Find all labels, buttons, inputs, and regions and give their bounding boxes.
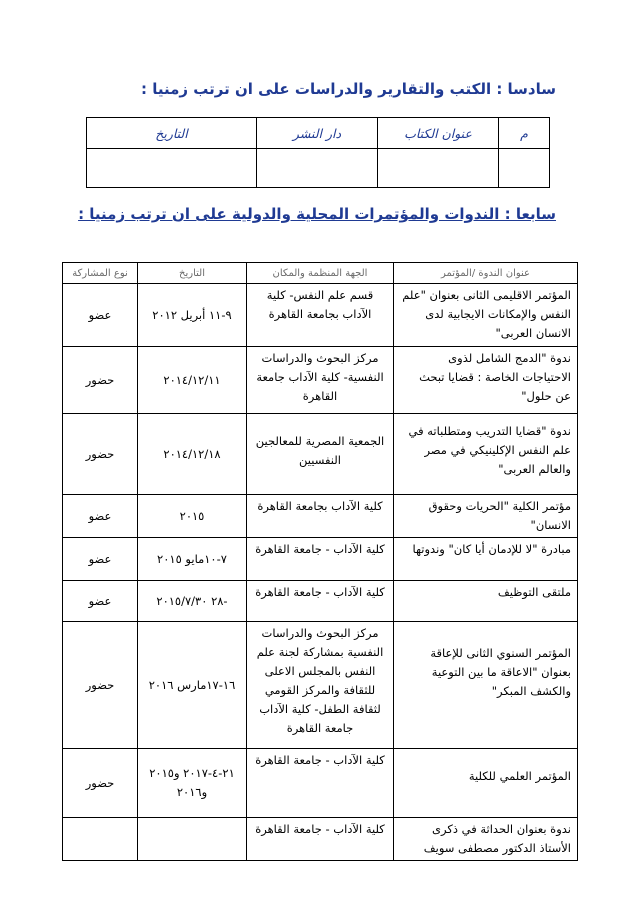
event-date: ٢٠١٤/١٢/١١ <box>138 347 247 414</box>
event-participation: حضور <box>63 347 138 414</box>
books-table <box>86 117 550 188</box>
event-organizer: قسم علم النفس- كلية الآداب بجامعة القاهرة <box>247 284 394 347</box>
event-title: مبادرة "لا للإدمان أيا كان" وندوتها <box>394 538 578 581</box>
events-table <box>62 262 578 861</box>
event-participation: عضو <box>63 284 138 347</box>
event-participation: حضور <box>63 749 138 818</box>
event-organizer: كلية الآداب - جامعة القاهرة <box>247 818 394 861</box>
event-date: ٩-١١ أبريل ٢٠١٢ <box>138 284 247 347</box>
events-header-row <box>63 263 578 284</box>
col-event-title-header: عنوان الندوة /المؤتمر <box>394 263 578 284</box>
table-row <box>63 284 578 347</box>
event-title: ندوة بعنوان الحداثة في ذكرى الأستاذ الدكتور مصطفى سويف <box>394 818 578 861</box>
event-title: المؤتمر العلمي للكلية <box>394 749 578 818</box>
event-date: ١٦-١٧مارس ٢٠١٦ <box>138 622 247 749</box>
event-title: ندوة "الدمج الشامل لذوى الاحتياجات الخاصة : قضايا تبحث عن حلول" <box>394 347 578 414</box>
event-date <box>138 818 247 861</box>
event-date: ٢٠١٤/١٢/١٨ <box>138 414 247 495</box>
books-empty-row <box>87 149 550 188</box>
event-participation: عضو <box>63 581 138 622</box>
col-organizer-header: الجهة المنظمة والمكان <box>247 263 394 284</box>
table-row <box>63 581 578 622</box>
col-publisher-header: دار النشر <box>257 118 378 149</box>
empty-cell <box>499 149 550 188</box>
event-participation: حضور <box>63 622 138 749</box>
event-participation: حضور <box>63 414 138 495</box>
event-organizer: كلية الآداب - جامعة القاهرة <box>247 749 394 818</box>
col-book-title-header: عنوان الكتاب <box>378 118 499 149</box>
col-date-header: التاريخ <box>87 118 257 149</box>
event-organizer: مركز البحوث والدراسات النفسية بمشاركة لجنة علم النفس بالمجلس الاعلى للثقافة والمركز القومي لثقافة الطفل- كلية الآداب جامعة القاهرة <box>247 622 394 749</box>
event-organizer: كلية الآداب - جامعة القاهرة <box>247 581 394 622</box>
event-participation: عضو <box>63 495 138 538</box>
event-organizer: مركز البحوث والدراسات النفسية- كلية الآداب جامعة القاهرة <box>247 347 394 414</box>
section-6-heading: سادسا : الكتب والتقارير والدراسات على ان ترتب زمنيا : <box>141 80 556 98</box>
table-row <box>63 749 578 818</box>
event-organizer: كلية الآداب بجامعة القاهرة <box>247 495 394 538</box>
books-header-row <box>87 118 550 149</box>
event-organizer: كلية الآداب - جامعة القاهرة <box>247 538 394 581</box>
event-title: ملتقى التوظيف <box>394 581 578 622</box>
event-date: ٧-١٠مايو ٢٠١٥ <box>138 538 247 581</box>
event-date: ٢٠١٥ <box>138 495 247 538</box>
empty-cell <box>87 149 257 188</box>
table-row <box>63 538 578 581</box>
col-date-header: التاريخ <box>138 263 247 284</box>
event-organizer: الجمعية المصرية للمعالجين النفسيين <box>247 414 394 495</box>
event-title: مؤتمر الكلية "الحريات وحقوق الانسان" <box>394 495 578 538</box>
event-title: ندوة "قضايا التدريب ومتطلباته في علم النفس الإكلينيكي في مصر والعالم العربى" <box>394 414 578 495</box>
event-date: -٢٨ ٢٠١٥/٧/٣٠ <box>138 581 247 622</box>
event-title: المؤتمر الاقليمى الثانى بعنوان "علم النفس والإمكانات الايجابية لدى الانسان العربى" <box>394 284 578 347</box>
table-row <box>63 818 578 861</box>
table-row <box>63 495 578 538</box>
event-date: ٢١-٤-٢٠١٧ و٢٠١٥ و٢٠١٦ <box>138 749 247 818</box>
event-participation: عضو <box>63 538 138 581</box>
empty-cell <box>257 149 378 188</box>
col-participation-header: نوع المشاركة <box>63 263 138 284</box>
empty-cell <box>378 149 499 188</box>
table-row <box>63 622 578 749</box>
table-row <box>63 347 578 414</box>
table-row <box>63 414 578 495</box>
col-number-header: م <box>499 118 550 149</box>
event-title: المؤتمر السنوي الثانى للإعاقة بعنوان "الاعاقة ما بين التوعية والكشف المبكر" <box>394 622 578 749</box>
event-participation <box>63 818 138 861</box>
section-7-heading: سابعا : الندوات والمؤتمرات المحلية والدولية على ان ترتب زمنيا : <box>78 205 556 223</box>
